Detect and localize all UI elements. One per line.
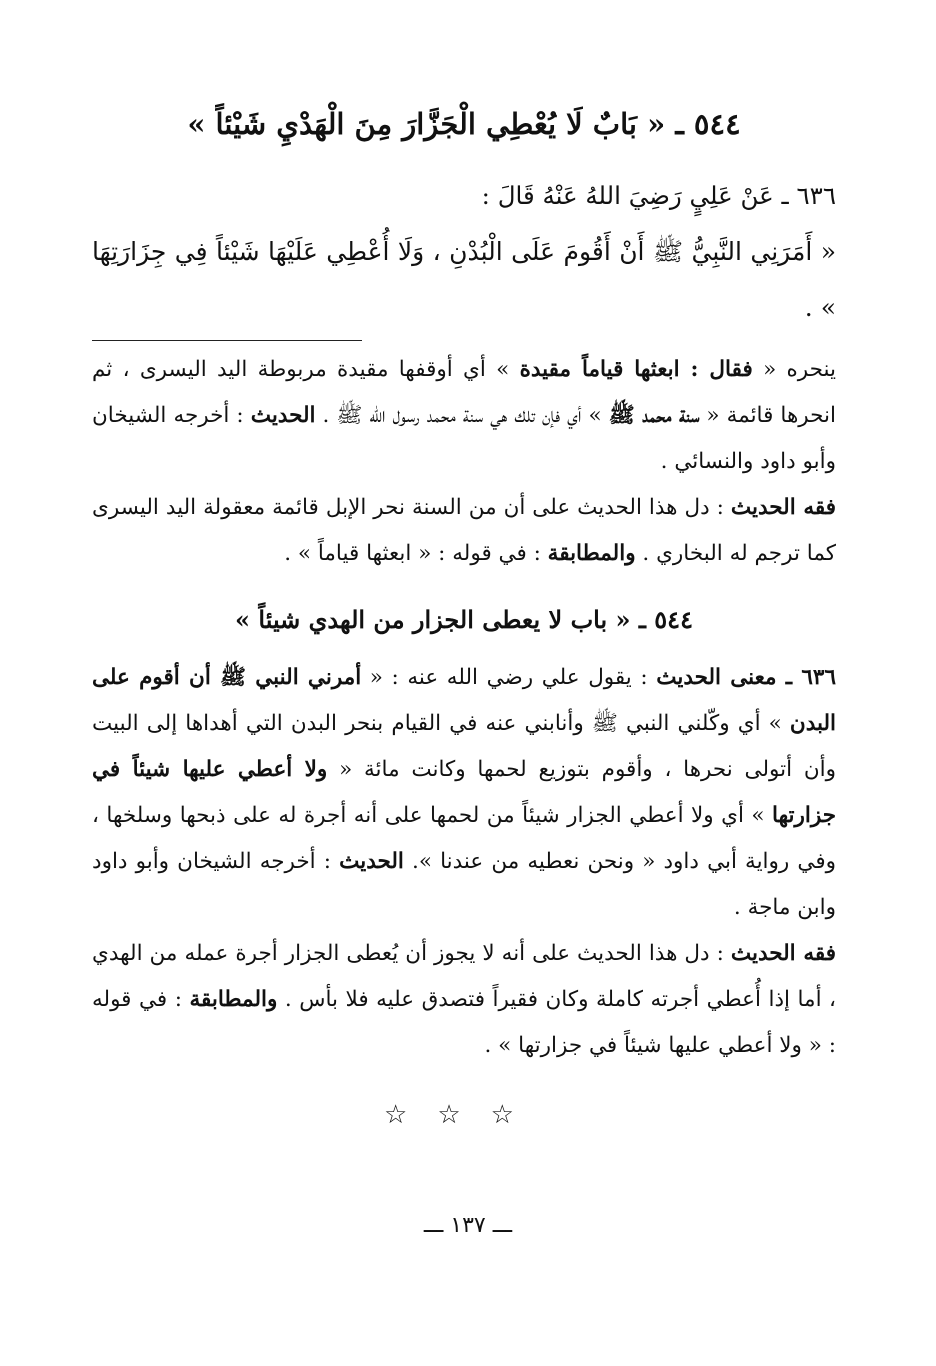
star-icon: ☆ bbox=[437, 1100, 491, 1130]
text-run: : في قوله : « ولا أعطي عليها شيئاً في جزارتها » . bbox=[92, 987, 836, 1058]
commentary2-paragraph1 bbox=[92, 655, 836, 931]
bold-term: الحديث bbox=[339, 849, 404, 874]
bold-term: فقال : ابعثها قياماً مقيدة bbox=[519, 357, 753, 382]
page-number: ـــ ١٣٧ ـــ bbox=[423, 1213, 513, 1238]
hadith-quote: « أَمَرَنِي النَّبِيُّ ﷺ أَنْ أَقُومَ عَلَى الْبُدْنِ ، وَلَا أُعْطِي عَلَيْهَا شَيْئاً فِي جِزَارَتِهَا » . bbox=[92, 237, 836, 322]
bold-term: سنة محمد ﷺ bbox=[608, 403, 700, 428]
bold-term: فقه الحديث bbox=[730, 495, 836, 520]
text-run: » أي فإن تلك هي سنة محمد رسول الله ﷺ . bbox=[315, 403, 609, 428]
bold-term: والمطابقة bbox=[189, 987, 278, 1012]
text-run: : أخرجه الشيخان وأبو داود والنسائي . bbox=[92, 403, 836, 474]
star-icon: ☆ bbox=[490, 1100, 544, 1130]
footnote-divider bbox=[92, 340, 362, 341]
bold-term: والمطابقة bbox=[547, 541, 636, 566]
commentary1-paragraph2 bbox=[92, 485, 836, 577]
text-run: : أخرجه الشيخان وأبو داود وابن ماجة . bbox=[92, 849, 836, 920]
hadith-narrator: ٦٣٦ ـ عَنْ عَلِيٍ رَضِيَ اللهُ عَنْهُ قَالَ : bbox=[481, 181, 836, 210]
star-icon: ☆ bbox=[384, 1100, 438, 1130]
commentary2-paragraph2 bbox=[92, 931, 836, 1069]
text-run: : دل هذا الحديث على أنه لا يجوز أن يُعطى الجزار أجرة عمله من الهدي ، أما إذا أُعطي أجرته كاملة وكان فقيراً فتصدق عليه فلا بأس . bbox=[92, 941, 836, 1012]
chapter-title: ٥٤٤ ـ « بَابٌ لَا يُعْطِي الْجَزَّارَ مِنَ الْهَدْيِ شَيْئاً » bbox=[187, 107, 741, 141]
section-ornament bbox=[92, 1095, 836, 1135]
text-run: » أي ولا أعطي الجزار شيئاً من لحمها على أنه أجرة له على ذبحها وسلخها ، وفي رواية أبي داود « ونحن نعطيه من عندنا ». bbox=[92, 803, 836, 874]
commentary1-paragraph1 bbox=[92, 347, 836, 485]
hadith-text bbox=[92, 168, 836, 336]
bold-term: ولا أعطي عليها شيئاً في جزارتها bbox=[92, 757, 836, 828]
bold-term: أمرني النبي ﷺ أن أقوم على البدن bbox=[92, 665, 836, 736]
text-run: » أي أوقفها مقيدة مربوطة اليد اليسرى ، ثم انحرها قائمة « bbox=[92, 357, 836, 428]
text-run: » أي وكّلني النبي ﷺ وأنابني عنه في القيام بنحر البدن التي أهداها إلى البيت وأن أتولى نحرها ، وأقوم بتوزيع لحمها وكانت مائة « bbox=[92, 711, 836, 782]
text-run: : في قوله : « ابعثها قياماً » . bbox=[284, 541, 548, 566]
bold-term: الحديث bbox=[250, 403, 316, 428]
text-run: : يقول علي رضي الله عنه : « bbox=[361, 665, 657, 690]
text-run: ينحره « bbox=[752, 357, 836, 382]
bold-term: فقه الحديث bbox=[730, 941, 836, 966]
section-title: ٥٤٤ ـ « باب لا يعطى الجزار من الهدي شيئاً » bbox=[235, 605, 693, 634]
text-run: : دل هذا الحديث على أن من السنة نحر الإبل قائمة معقولة اليد اليسرى كما ترجم له البخاري . bbox=[92, 495, 836, 566]
bold-term: ٦٣٦ ـ معنى الحديث bbox=[656, 665, 836, 690]
